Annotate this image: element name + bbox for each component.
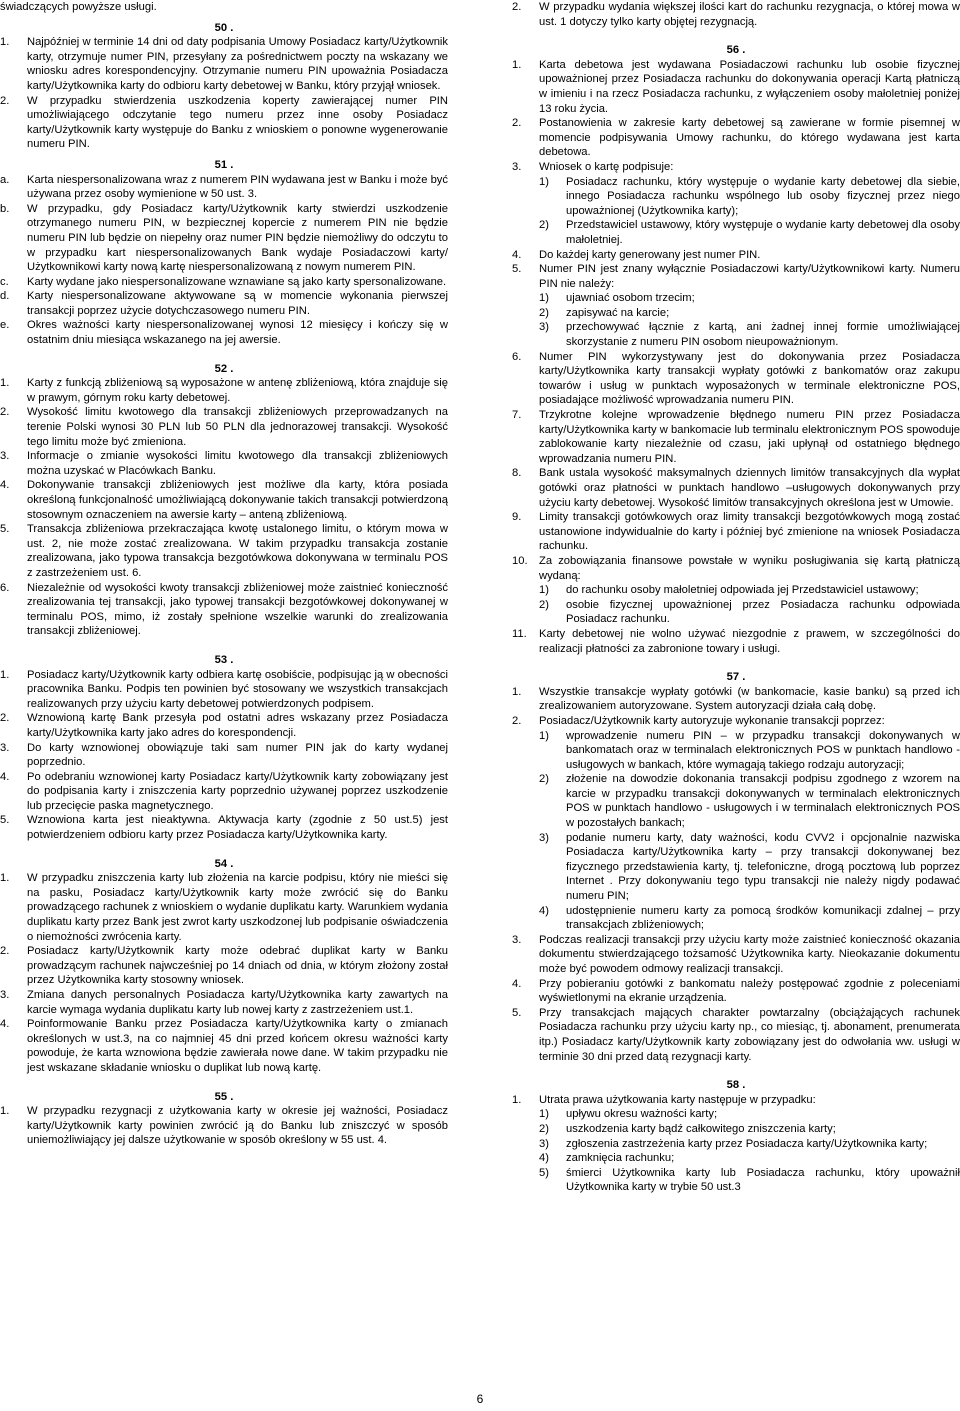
list-number: 2. <box>0 945 10 958</box>
sub-list-item <box>512 772 960 830</box>
list-item <box>0 405 448 449</box>
sub-list-item <box>512 218 960 247</box>
list-item-text: ujawniać osobom trzecim; <box>566 292 695 305</box>
list-item-text: Karta niespersonalizowana wraz z numerem PIN wydawana jest w Banku i może być używana przez osoby wymienione w 50 ust. 3. <box>27 173 448 201</box>
list-item-text: Po odebraniu wznowionej karty Posiadacz karty/Użytkownik karty zobowiązany jest do podpisania karty i zniszczenia karty poprzednio używanej poprzez uszkodzenie lub przecięcie paska magnetycznego. <box>27 770 448 812</box>
list-item-text: W przypadku rezygnacji z użytkowania karty w okresie jej ważności, Posiadacz karty/Użytkownik karty powinien zwrócić ją do Banku lub zniszczyć w sposób uniemożliwiający jej dalsze użytkowanie w sposób określony w 55 ust. 4. <box>27 1105 448 1147</box>
list-item <box>0 289 448 318</box>
list-number: 5. <box>512 263 522 276</box>
sub-list-item <box>512 831 960 904</box>
list-item-text: Karty debetowej nie wolno używać niezgodnie z prawem, w szczególności do realizacji płatności za zabronione towary i usługi. <box>539 627 960 655</box>
list-item <box>0 35 448 93</box>
list-item-text: wprowadzenie numeru PIN – w przypadku transakcji dokonywanych w bankomatach oraz w terminalach elektronicznych POS w punktach handlowo - usługowych w bankach, które wymagają takiego rodzaju autoryzacji; <box>566 729 960 771</box>
list-item-text: Dokonywanie transakcji zbliżeniowych jest możliwe dla karty, która posiada określoną funkcjonalność umożliwiającą dokonywanie takich transakcji potwierdzoną stosownym oznaczeniem na awersie karty – anteną zbliżeniową. <box>27 479 448 521</box>
list-number: 1. <box>512 685 522 698</box>
list-number: 1. <box>0 36 10 49</box>
list-item-text: Karty z funkcją zbliżeniową są wyposażone w antenę zbliżeniową, która znajduje się w prawym, górnym roku karty debetowej. <box>27 377 448 404</box>
list-item-text: Karta debetowa jest wydawana Posiadaczowi rachunku lub osobie fizycznej upoważnionej przez Posiadacza rachunku do dokonywania operacji Kartą płatniczą w imieniu i na rzecz Posiadacza rachunku, z wyłączeniem osoby małoletniej poniżej 13 roku życia. <box>539 58 960 115</box>
paragraph: świadczących powyższe usługi. <box>0 1 157 13</box>
list-item-text: Poinformowanie Banku przez Posiadacza karty/Użytkownika karty o zmianach określonych w ust.3, na co najmniej 45 dni przed końcem okresu ważności karty powoduje, że karta wznowiona będzie zawierała nowe dane. W takim przypadku nie jest wskazane składanie wniosku o duplikat lub nową kartę. <box>27 1018 448 1074</box>
list-item-text: Wysokość limitu kwotowego dla transakcji zbliżeniowych przeprowadzanych na terenie Polski wynosi 30 PLN lub 50 PLN dla jednorazowej transakcji. Wysokość tego limitu może być zmieniona. <box>27 406 448 448</box>
list-item <box>0 449 448 478</box>
list-number: 2. <box>512 117 522 130</box>
sub-list-item <box>512 729 960 773</box>
list-item-text: złożenie na dowodzie dokonania transakcji podpisu zgodnego z wzorem na karcie w przypadku transakcji dokonywanych w terminalach elektronicznych POS w punktach handlowo - usługowych i w terminalach elektronicznych POS w pozostałych bankach; <box>566 773 960 830</box>
list-item <box>512 627 960 656</box>
list-item-text: Bank ustala wysokość maksymalnych dziennych limitów transakcyjnych dla wypłat gotówki oraz płatności w punktach handlowo –usługowych dokonywanych przy użyciu karty debetowej. Wysokość limitów transakcyjnych określona jest w Umowie. <box>539 467 960 509</box>
list-number: 3) <box>539 831 549 844</box>
list-number: 1. <box>512 58 522 71</box>
list-number: 1. <box>512 1093 522 1106</box>
list-item <box>0 376 448 405</box>
list-item <box>0 668 448 712</box>
list-item <box>0 813 448 842</box>
list-number: 5. <box>0 814 10 827</box>
list-item-text: Utrata prawa użytkowania karty następuje w przypadku: <box>539 1093 816 1106</box>
list-number: 4. <box>512 248 522 261</box>
list-item-text: Zmiana danych personalnych Posiadacza karty/Użytkownika karty zawartych na karcie wymaga wydania duplikatu karty lub nowej karty z zastrzeżeniem ust.1. <box>27 989 448 1016</box>
section-heading: 56 . <box>726 44 746 57</box>
section-heading: 50 . <box>214 21 234 34</box>
list-item-text: Wznowioną kartę Bank przesyła pod ostatni adres wskazany przez Posiadacza karty/Użytkownika karty jako adres do korespondencji. <box>27 712 448 739</box>
list-number: 4. <box>0 1018 10 1031</box>
list-item <box>0 1017 448 1075</box>
list-number: 10. <box>512 554 528 567</box>
list-number: 2) <box>539 219 549 232</box>
list-number: 8. <box>512 467 522 480</box>
list-item-text: udostępnienie numeru karty za pomocą środków komunikacji zdalnej – przy transakcjach zbliżeniowych; <box>566 904 960 932</box>
list-item <box>512 160 960 175</box>
list-number: 4) <box>539 904 549 917</box>
section-heading: 58 . <box>726 1079 746 1092</box>
list-item-text: śmierci Użytkownika karty lub Posiadacza rachunku, który upoważnił Użytkownika karty w trybie 50 ust.3 <box>566 1166 960 1194</box>
list-number: 2. <box>0 712 10 725</box>
list-item <box>0 522 448 580</box>
list-item-text: Transakcja zbliżeniowa przekraczająca kwotę ustalonego limitu, o którym mowa w ust. 2, nie może zostać zrealizowana. W takim przypadku transakcja zostanie zrealizowana, jako typowa transakcja bezgotówkowa dokonywana w terminalu POS z zastrzeżeniem ust. 6. <box>27 523 448 579</box>
list-item <box>512 116 960 160</box>
list-item <box>512 1006 960 1064</box>
section-heading: 55 . <box>214 1090 234 1103</box>
list-item <box>0 988 448 1017</box>
list-number: 6. <box>512 350 522 363</box>
list-item <box>512 685 960 714</box>
list-item <box>0 318 448 347</box>
list-number: 2. <box>512 714 522 727</box>
list-number: 2. <box>0 406 10 419</box>
list-number: 6. <box>0 581 10 594</box>
list-number: 3. <box>512 160 522 173</box>
section-heading: 57 . <box>726 671 746 684</box>
sub-list-item <box>512 320 960 349</box>
list-item-text: Najpóźniej w terminie 14 dni od daty podpisania Umowy Posiadacz karty/Użytkownik karty, otrzymuje numer PIN, przesyłany za pośrednictwem poczty na wskazany we wniosku adres korespondencyjny. Otrzymanie numeru PIN upoważnia Posiadacza karty/Użytkownika karty do odbioru karty debetowej w Banku, który przyjął wniosek. <box>27 36 448 92</box>
list-item-text: Przy transakcjach mających charakter powtarzalny (obciążających rachunek Posiadacza rachunku przy użyciu karty np., co miesiąc, tj. abonament, prenumerata itp.) Posiadacz karty/Użytkownik karty zobowiązany jest do odwołania ww. usługi w terminie 30 dni przed datą rezygnacji karty. <box>539 1006 960 1063</box>
list-item-text: W przypadku zniszczenia karty lub złożenia na karcie podpisu, który nie mieści się na pasku, Posiadacz karty/Użytkownik karty może zwrócić się do Banku prowadzącego rachunek z wnioskiem o wydanie duplikatu karty. Warunkiem wydania duplikatu karty przez Bank jest zwrot karty uszkodzonej lub podpisanie oświadczenia o niemożności zwrócenia karty. <box>27 872 448 943</box>
list-item-text: zgłoszenia zastrzeżenia karty przez Posiadacza karty/Użytkownika karty; <box>566 1137 928 1150</box>
list-item-text: Okres ważności karty niespersonalizowanej wynosi 12 miesięcy i kończy się w ostatnim dniu miesiąca wskazanego na jej awersie. <box>27 319 448 347</box>
section-heading: 53 . <box>214 653 234 666</box>
list-item-text: Do karty wznowionej obowiązuje taki sam numer PIN jak do karty wydanej poprzednio. <box>27 741 448 769</box>
list-number: b. <box>0 202 10 215</box>
list-item <box>512 248 960 263</box>
list-item <box>0 741 448 770</box>
list-item <box>512 350 960 408</box>
list-number: 4. <box>0 770 10 783</box>
list-number: 1. <box>0 377 10 390</box>
list-item-text: osobie fizycznej upoważnionej przez Posiadacza rachunku odpowiada Posiadacz rachunku. <box>566 598 960 626</box>
list-item-text: Podczas realizacji transakcji przy użyciu karty może zaistnieć konieczność okazania dokumentu stwierdzającego tożsamość Użytkownika karty. Nieokazanie dokumentu może być powodem odmowy realizacji transakcji. <box>539 933 960 975</box>
list-number: 5) <box>539 1166 549 1179</box>
list-item-text: zapisywać na karcie; <box>566 306 670 319</box>
list-item <box>512 408 960 466</box>
list-item-text: Numer PIN jest znany wyłącznie Posiadaczowi karty/Użytkownikowi karty. Numeru PIN nie należy: <box>539 263 960 290</box>
list-number: 2) <box>539 598 549 611</box>
list-item-text: podanie numeru karty, daty ważności, kodu CVV2 i opcjonalnie nazwiska Posiadacza karty/Użytkownika karty – przy transakcji dokonywanej bez fizycznego przedstawienia karty, tj. telefoniczne, drogą pocztową lub poprzez Internet . Przy dokonywaniu tego typu transakcji nie należy nigdy podawać numeru PIN; <box>566 831 960 903</box>
list-number: 1. <box>0 872 10 885</box>
list-item <box>512 933 960 977</box>
list-item-text: W przypadku stwierdzenia uszkodzenia koperty zawierającej numer PIN umożliwiającego odczytanie tego numeru przez inne osoby Posiadacz karty/Użytkownik karty występuje do Banku z wnioskiem o ponowne wygenerowanie numeru PIN. <box>27 94 448 151</box>
list-item-text: Wznowiona karta jest nieaktywna. Aktywacja karty (zgodnie z 50 ust.5) jest potwierdzeniem odbioru karty przez Posiadacza karty/Użytkownika karty. <box>27 814 448 842</box>
sub-list-item <box>512 291 960 306</box>
list-number: 3. <box>0 450 10 463</box>
list-number: 3) <box>539 321 549 334</box>
list-item-text: Posiadacz karty/Użytkownik karty może odebrać duplikat karty w Banku prowadzącym rachunek najwcześniej po 14 dniach od dnia, w którym złożony został przez Użytkownika karty stosowny wniosek. <box>27 945 448 987</box>
list-number: a. <box>0 173 10 186</box>
list-number: 11. <box>512 627 527 640</box>
list-item <box>0 478 448 522</box>
list-item-text: Karty wydane jako niespersonalizowane wznawiane są jako karty spersonalizowane. <box>27 275 447 288</box>
list-item-text: Wszystkie transakcje wypłaty gotówki (w bankomacie, kasie banku) są przed ich zrealizowaniem autoryzowane. System autoryzacji działa całą dobę. <box>539 685 960 713</box>
list-number: e. <box>0 319 10 332</box>
page-number: 6 <box>476 1392 484 1406</box>
list-number: 3. <box>512 933 522 946</box>
list-item-text: Trzykrotne kolejne wprowadzenie błędnego numeru PIN przez Posiadacza karty/Użytkownika karty w bankomacie lub terminalu elektronicznym POS spowoduje zablokowanie karty niezależnie od czasu, jaki upłynął od ostatniego błędnego wprowadzania numeru PIN. <box>539 409 960 465</box>
list-number: 3) <box>539 1137 549 1150</box>
list-item <box>0 770 448 814</box>
list-item <box>512 554 960 583</box>
list-item-text: Limity transakcji gotówkowych oraz limity transakcji bezgotówkowych mogą zostać ustanowione indywidualnie do karty i później być zmienione na wniosek Posiadacza rachunku. <box>539 511 960 553</box>
sub-list-item <box>512 598 960 627</box>
sub-list-item <box>512 175 960 219</box>
sub-list-item <box>512 1107 960 1122</box>
list-item-text: Karty niespersonalizowane aktywowane są w momencie wykonania pierwszej transakcji poprzez użycie dotychczasowego numeru PIN. <box>27 290 448 317</box>
section-heading: 52 . <box>214 362 234 375</box>
list-item <box>0 871 448 944</box>
list-number: 2) <box>539 306 549 319</box>
list-number: 2) <box>539 1122 549 1135</box>
sub-list-item <box>512 904 960 933</box>
list-item <box>0 711 448 740</box>
list-number: 4. <box>512 977 522 990</box>
list-item <box>0 202 448 275</box>
list-item-text: Postanowienia w zakresie karty debetowej są zawierane w formie pisemnej w momencie podpisywania Umowy rachunku, do którego wydawana jest karta debetowa. <box>539 117 960 159</box>
left-column <box>0 0 448 1148</box>
list-number: c. <box>0 275 9 288</box>
list-item <box>512 1093 960 1108</box>
list-number: 5. <box>512 1006 522 1019</box>
list-number: 1) <box>539 292 549 305</box>
list-item <box>512 0 960 29</box>
list-item-text: Do każdej karty generowany jest numer PIN. <box>539 248 761 261</box>
list-item-text: Numer PIN wykorzystywany jest do dokonywania przez Posiadacza karty/Użytkownika karty transakcji wypłaty gotówki z bankomatów oraz zakupu towarów i usług w punktach wyposażonych w terminale elektroniczne POS, posiadające możliwość wprowadzania numeru PIN. <box>539 350 960 407</box>
list-item-text: W przypadku wydania większej ilości kart do rachunku rezygnacja, o której mowa w ust. 1 dotyczy tylko karty objętej rezygnacją. <box>539 1 960 28</box>
list-item-text: Niezależnie od wysokości kwoty transakcji zbliżeniowej może zaistnieć konieczność zrealizowania tej transakcji, jako typowej transakcji bezgotówkowej dokonywanej w terminalu POS, mimo, iż zostały spełnione wszelkie warunki do zrealizowania transakcji zbliżeniowej. <box>27 581 448 638</box>
list-number: 1) <box>539 729 549 742</box>
list-item-text: Wniosek o kartę podpisuje: <box>539 160 674 173</box>
list-number: 4) <box>539 1152 549 1165</box>
list-item <box>512 58 960 116</box>
list-item-text: uszkodzenia karty bądź całkowitego zniszczenia karty; <box>566 1122 836 1135</box>
list-item <box>0 581 448 639</box>
sub-list-item <box>512 583 960 598</box>
list-item <box>512 262 960 291</box>
list-item <box>0 1104 448 1148</box>
list-number: 4. <box>0 479 10 492</box>
list-item <box>0 173 448 202</box>
list-item <box>0 94 448 152</box>
list-number: 7. <box>512 409 522 422</box>
list-number: 3. <box>0 741 10 754</box>
list-item-text: zamknięcia rachunku; <box>566 1152 675 1165</box>
list-item-text: Posiadacz karty/Użytkownik karty odbiera kartę osobiście, podpisując ją w obecności pracownika Banku. Podpis ten powinien być stosowany we wszystkich transakcjach realizowanych przy użyciu karty debetowej potwierdzonych podpisem. <box>27 668 448 710</box>
list-number: d. <box>0 290 10 303</box>
list-number: 3. <box>0 989 10 1001</box>
list-number: 1) <box>539 175 549 188</box>
list-item-text: Przy pobieraniu gotówki z bankomatu należy postępować zgodnie z poleceniami wyświetlonymi na ekranie urządzenia. <box>539 977 960 1005</box>
list-number: 2. <box>512 1 522 13</box>
list-item-text: do rachunku osoby małoletniej odpowiada jej Przedstawiciel ustawowy; <box>566 584 919 597</box>
list-number: 9. <box>512 511 522 524</box>
section-heading: 51 . <box>214 158 234 171</box>
list-number: 5. <box>0 523 10 536</box>
list-number: 2) <box>539 773 549 786</box>
list-item <box>512 466 960 510</box>
list-item <box>512 714 960 729</box>
section-heading: 54 . <box>214 857 234 870</box>
list-item-text: Przedstawiciel ustawowy, który występuje o wydanie karty debetowej dla osoby małoletniej. <box>566 219 960 246</box>
list-item-text: Informacje o zmianie wysokości limitu kwotowego dla transakcji zbliżeniowych można uzyskać w Placówkach Banku. <box>27 450 448 477</box>
list-number: 1) <box>539 1108 549 1121</box>
list-item-text: Posiadacz/Użytkownik karty autoryzuje wykonanie transakcji poprzez: <box>539 714 885 727</box>
list-number: 1. <box>0 1105 10 1118</box>
list-number: 2. <box>0 94 10 107</box>
right-column <box>512 0 960 1195</box>
sub-list-item <box>512 1137 960 1152</box>
sub-list-item <box>512 1122 960 1137</box>
list-item-text: przechowywać łącznie z kartą, ani żadnej innej formie umożliwiającej skorzystanie z numeru PIN osobom nieupoważnionym. <box>566 321 960 349</box>
list-item-text: Za zobowiązania finansowe powstałe w wyniku posługiwania się kartą płatniczą wydaną: <box>539 554 960 582</box>
list-item <box>0 275 448 290</box>
list-item-text: Posiadacz rachunku, który występuje o wydanie karty debetowej dla siebie, innego Posiadacza rachunku wspólnego lub osoby fizycznej przez niego upoważnionej (Użytkownika karty); <box>566 175 960 217</box>
list-item-text: upływu okresu ważności karty; <box>566 1108 718 1121</box>
sub-list-item <box>512 1166 960 1195</box>
list-item <box>0 944 448 988</box>
list-item <box>512 510 960 554</box>
sub-list-item <box>512 1151 960 1166</box>
list-item-text: W przypadku, gdy Posiadacz karty/Użytkownik karty stwierdzi uszkodzenie otrzymanego numeru PIN, w bezpiecznej kopercie z numerem PIN nie będzie numeru PIN lub będzie on niepełny oraz numer PIN będzie niemożliwy do odczytu to w przypadku kart niespersonalizowanych Bank wydaje Posiadaczowi karty/ Użytkownikowi karty nową kartę niespersonalizowaną z nowym numerem PIN. <box>27 202 448 274</box>
list-number: 1) <box>539 584 549 597</box>
sub-list-item <box>512 306 960 321</box>
list-item <box>512 977 960 1006</box>
list-number: 1. <box>0 668 10 681</box>
